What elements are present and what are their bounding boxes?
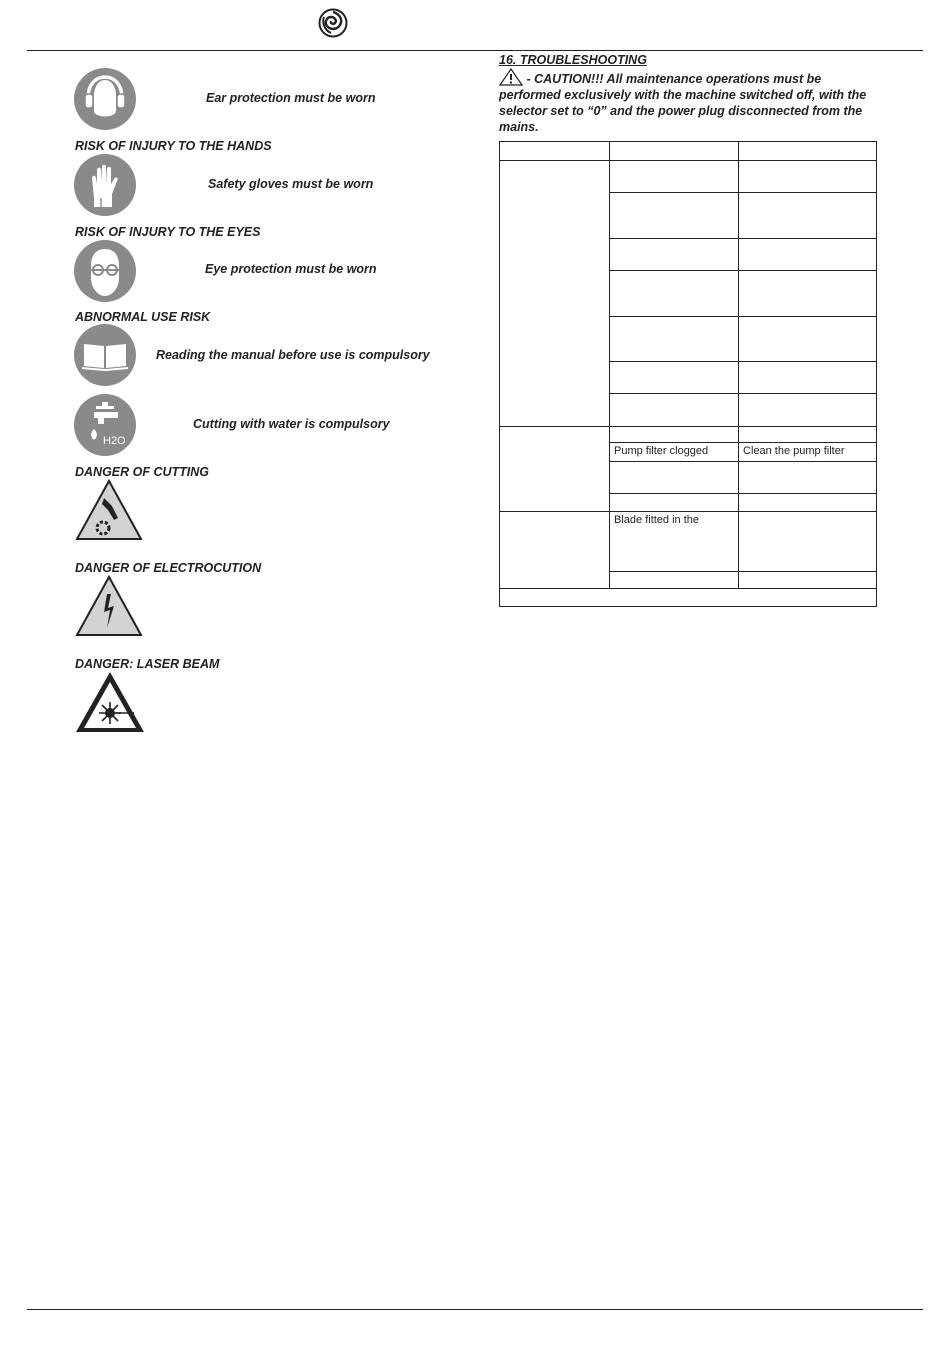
table-footer-row bbox=[499, 588, 877, 607]
table-remedy-cell bbox=[738, 426, 877, 443]
table-cause-cell bbox=[609, 426, 739, 443]
table-remedy-cell bbox=[738, 393, 877, 427]
table-cause-cell bbox=[609, 361, 739, 394]
warning-triangle-icon bbox=[499, 68, 523, 86]
table-header-cell bbox=[499, 141, 610, 161]
table-cause-cell bbox=[609, 160, 739, 193]
safety-gloves-caption: Safety gloves must be worn bbox=[208, 177, 374, 191]
table-cause-cell: Pump filter clogged bbox=[609, 442, 739, 462]
caution-text: - CAUTION!!! All maintenance operations must be performed exclusively with the machine switched off, with the selector set to “0” and the power plug disconnected from the mains. bbox=[499, 72, 867, 134]
troubleshooting-title: 16. TROUBLESHOOTING bbox=[499, 53, 647, 67]
table-cause-cell bbox=[609, 493, 739, 512]
table-remedy-cell: Clean the pump filter bbox=[738, 442, 877, 462]
table-remedy-cell bbox=[738, 461, 877, 494]
eye-protection-caption: Eye protection must be worn bbox=[205, 262, 377, 276]
table-remedy-cell bbox=[738, 192, 877, 239]
table-cause-cell bbox=[609, 316, 739, 362]
table-remedy-cell bbox=[738, 160, 877, 193]
cutting-danger-heading: DANGER OF CUTTING bbox=[75, 465, 210, 479]
table-cause-cell: Blade fitted in the bbox=[609, 511, 739, 572]
table-remedy-cell bbox=[738, 511, 877, 572]
laser-hazard-icon bbox=[74, 670, 146, 739]
eye-protection-icon bbox=[74, 240, 136, 302]
table-header-cell bbox=[738, 141, 877, 161]
safety-gloves-icon bbox=[74, 154, 136, 216]
table-cause-cell bbox=[609, 270, 739, 317]
table-remedy-cell bbox=[738, 571, 877, 589]
footer-rule bbox=[27, 1309, 923, 1310]
ear-protection-icon bbox=[74, 68, 136, 130]
laser-danger-heading: DANGER: LASER BEAM bbox=[75, 657, 220, 671]
electrocution-danger-heading: DANGER OF ELECTROCUTION bbox=[75, 561, 262, 575]
abnormal-use-heading: ABNORMAL USE RISK bbox=[75, 310, 211, 324]
caution-paragraph bbox=[499, 68, 879, 135]
header-rule bbox=[27, 50, 923, 51]
cutting-hazard-icon bbox=[74, 478, 144, 547]
table-remedy-cell bbox=[738, 270, 877, 317]
manual-caption: Reading the manual before use is compulsory bbox=[156, 348, 430, 362]
water-tap-icon-text: H2O bbox=[103, 435, 126, 447]
table-cause-cell bbox=[609, 571, 739, 589]
water-caption: Cutting with water is compulsory bbox=[193, 417, 390, 431]
eyes-risk-heading: RISK OF INJURY TO THE EYES bbox=[75, 225, 261, 239]
hands-risk-heading: RISK OF INJURY TO THE HANDS bbox=[75, 139, 272, 153]
table-cause-cell bbox=[609, 238, 739, 271]
table-remedy-cell bbox=[738, 316, 877, 362]
manual-book-icon bbox=[74, 324, 136, 386]
table-cause-cell bbox=[609, 192, 739, 239]
electrocution-hazard-icon bbox=[74, 574, 144, 643]
table-cause-cell bbox=[609, 393, 739, 427]
ear-protection-caption: Ear protection must be worn bbox=[206, 91, 376, 105]
water-tap-icon bbox=[74, 394, 136, 456]
table-fault-cell bbox=[499, 511, 610, 589]
table-remedy-cell bbox=[738, 493, 877, 512]
table-header-cell bbox=[609, 141, 739, 161]
table-cause-cell bbox=[609, 461, 739, 494]
table-fault-cell bbox=[499, 160, 610, 427]
table-remedy-cell bbox=[738, 238, 877, 271]
brand-logo-icon bbox=[318, 8, 348, 38]
troubleshooting-table bbox=[499, 141, 877, 607]
table-fault-cell bbox=[499, 426, 610, 512]
table-remedy-cell bbox=[738, 361, 877, 394]
